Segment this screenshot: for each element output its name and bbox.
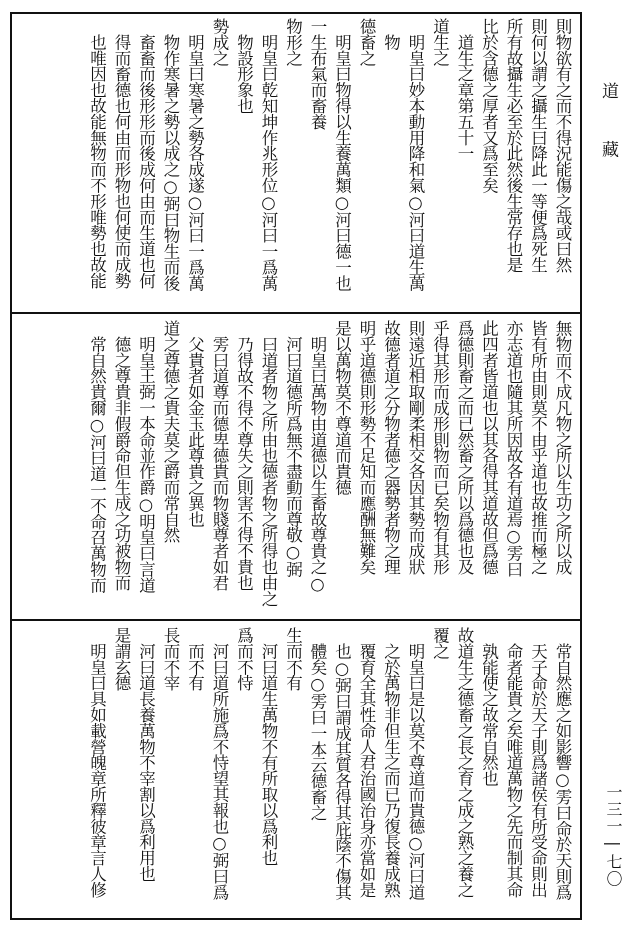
text-column: 得而畜德也何由而形物也何使而成勢 xyxy=(112,18,131,289)
text-column: 明皇曰寒暑之勢各成遂○河曰一爲萬 xyxy=(185,18,205,291)
text-column: 明皇曰萬物由道德以生畜故尊貴之○ xyxy=(308,320,327,593)
text-column: 無物而不成凡物之所以生功之所以成 xyxy=(553,320,572,575)
text-column: 是以萬物莫不尊道而貴德 xyxy=(332,320,352,495)
text-column: 曰道者物之所由也德者物之所得也由之 xyxy=(259,320,278,607)
text-column: 勢成之 xyxy=(210,18,229,66)
text-column: 物形之 xyxy=(283,18,303,66)
text-column: 明皇曰具如載營魄章所釋彼章言人修 xyxy=(87,627,107,898)
text-panel-top xyxy=(10,12,582,312)
text-column: 故德者道之分物者德之器勢者物之理 xyxy=(381,320,401,575)
text-column: 此四者皆道也以其各得其道故但爲德 xyxy=(479,320,499,575)
text-column: 亦志道也隨其所因故各有道焉○雱曰 xyxy=(504,320,523,577)
text-column: 道生之章第五十一 xyxy=(455,18,474,162)
text-column: 覆育全其性命人君治國治身亦當如是 xyxy=(357,627,376,898)
text-column: 體矣○雱曰一本云德畜之 xyxy=(308,627,327,821)
text-column: 明皇王弼一本命並作爵○明皇曰言道 xyxy=(136,320,156,593)
text-column: 常自然貴爾○河曰道一不命召萬物而 xyxy=(87,320,107,593)
text-column: 之於萬物非但生之而已乃復長養成熟 xyxy=(381,627,401,898)
text-column: 則物欲有之而不得況能傷之哉或曰然 xyxy=(553,18,572,273)
text-column: 河曰道所施爲不恃望其報也○弼曰爲 xyxy=(210,627,229,900)
text-column: 比於含德之厚者又爲至矣 xyxy=(479,18,499,193)
text-column: 爲德則畜之而已然畜之所以爲德也及 xyxy=(455,320,474,575)
text-column: 孰能使之故常自然也 xyxy=(479,627,499,787)
text-column: 覆之 xyxy=(430,627,450,659)
text-column: 故道生之德畜之長之育之成之熟之養之 xyxy=(455,627,474,898)
text-column: 則何以謂之攝生曰降此一等便爲死生 xyxy=(528,18,548,273)
text-column: 所有故攝生必至於此然後生常存也是 xyxy=(504,18,523,273)
text-column: 則遠近相取剛柔相交各因其勢而成狀 xyxy=(406,320,425,575)
text-column: 河曰道德所爲無不盡動而尊敬○弼 xyxy=(283,320,303,577)
text-column: 道生之 xyxy=(430,18,450,66)
text-column: 河曰道長養萬物不宰割以爲利用也 xyxy=(136,627,156,882)
text-column: 德之尊貴非假爵命但生成之功被物而 xyxy=(112,320,131,591)
text-column: 長而不宰 xyxy=(161,627,180,691)
text-column: 物 xyxy=(381,18,401,50)
margin-title: 道 藏 xyxy=(598,82,618,176)
text-column: 德畜之 xyxy=(357,18,376,66)
text-column: 河曰道生萬物不有所取以爲利也 xyxy=(259,627,278,866)
text-column: 物作寒暑之勢以成之○弼曰物生而後 xyxy=(161,18,180,291)
text-column: 也○弼曰謂成其質各得其庇蔭不傷其 xyxy=(332,627,352,900)
text-column: 而不有 xyxy=(185,627,205,691)
text-panel-bottom xyxy=(10,621,582,920)
text-column: 皆有所由則莫不由乎道也故推而極之 xyxy=(528,320,548,575)
text-column: 明皇曰乾知坤作兆形位○河曰一爲萬 xyxy=(259,18,278,291)
text-column: 雱曰道尊而德卑德貴而物賤尊者如君 xyxy=(210,320,229,591)
text-column: 命者能貴之矣唯道萬物之先而制其命 xyxy=(504,627,523,898)
text-column: 道之尊德之貴夫莫之爵而常自然 xyxy=(161,320,180,543)
text-column: 父貴者如金玉此尊貴之異也 xyxy=(185,320,205,527)
text-column: 乃得故不得不尊失之則害不得不貴也 xyxy=(234,320,254,591)
text-column: 爲而不恃 xyxy=(234,627,254,691)
text-column: 一生布氣而畜養 xyxy=(308,18,327,130)
text-column: 明皇曰妙本動用降和氣○河曰道生萬 xyxy=(406,18,425,291)
text-column: 明皇曰物得以生養萬類○河曰德一也 xyxy=(332,18,352,291)
text-column: 畜畜而後形形而後成何由而生道也何 xyxy=(136,18,156,289)
margin-page-number: 一三一 | 七〇 xyxy=(604,784,623,888)
text-column: 也唯因也故能無物而不形唯勢也故能 xyxy=(87,18,107,289)
text-column: 常自然應之如影響○雱曰命於天則爲 xyxy=(553,627,572,900)
text-column: 是謂玄德 xyxy=(112,627,131,691)
text-column: 物設形象也 xyxy=(234,18,254,114)
text-column: 明乎道德則形勢不足知而應酬無難矣 xyxy=(357,320,376,575)
text-column: 天子命於天子則爲諸侯有所受命則出 xyxy=(528,627,548,898)
text-panel-middle xyxy=(10,314,582,619)
text-column: 乎得其形而成形則物而已矣物有其形 xyxy=(430,320,450,575)
text-column: 明皇曰是以莫不尊道而貴德○河曰道 xyxy=(406,627,425,900)
text-column: 生而不有 xyxy=(283,627,303,691)
